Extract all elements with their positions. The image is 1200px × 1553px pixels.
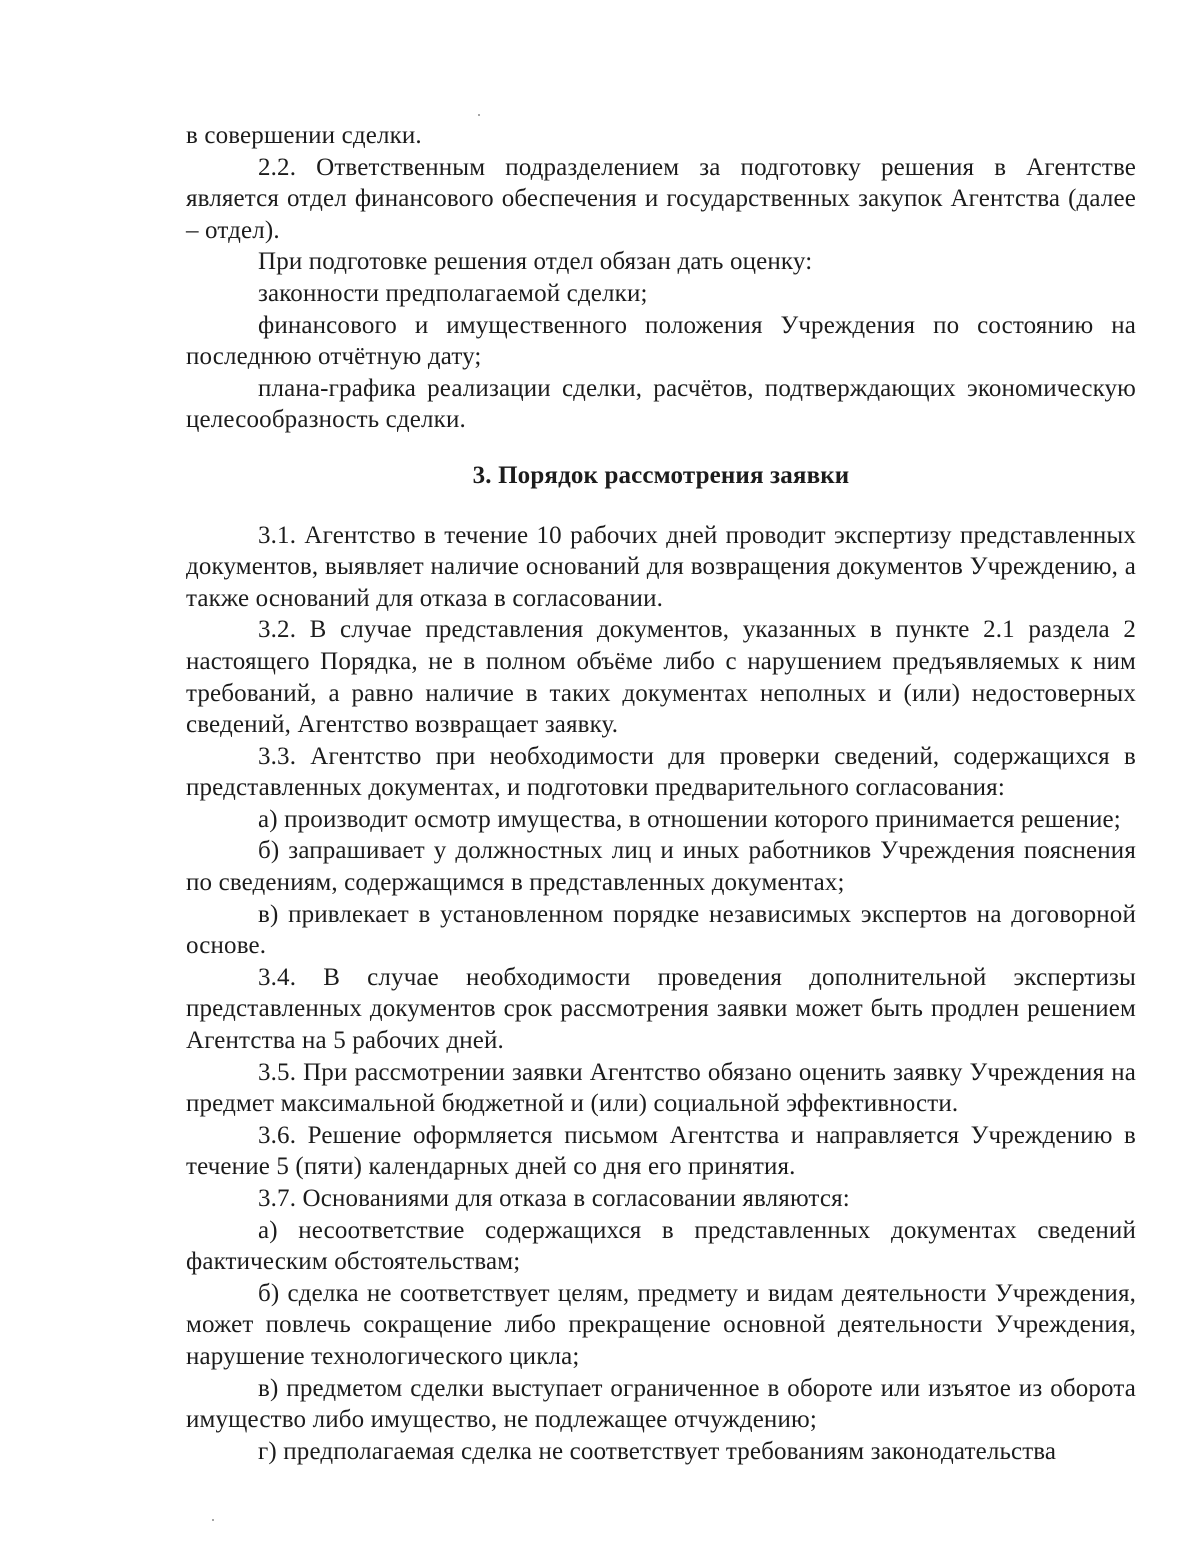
paragraph-schedule: плана-графика реализации сделки, расчётов, подтверждающих экономическую целесообразность сделки. (186, 374, 1136, 434)
paragraph-3-5: 3.5. При рассмотрении заявки Агентство обязано оценить заявку Учреждения на предмет максимальной бюджетной и (или) социальной эффективности. (186, 1058, 1136, 1118)
scan-speck (478, 114, 480, 116)
scan-speck (212, 1519, 214, 1521)
paragraph-continuation: в совершении сделки. (186, 122, 422, 149)
paragraph-3-3-b: б) запрашивает у должностных лиц и иных работников Учреждения пояснения по сведениям, содержащимся в представленных документах; (186, 837, 1136, 897)
paragraph-2-2: 2.2. Ответственным подразделением за подготовку решения в Агентстве является отдел финансового обеспечения и государственных закупок Агентства (далее – отдел). (186, 153, 1136, 244)
paragraph-3-2: 3.2. В случае представления документов, указанных в пункте 2.1 раздела 2 настоящего Порядка, не в полном объёме либо с нарушением предъявляемых к ним требований, а равно наличие в таких документах неполных и (или) недостоверных сведений, Агентство возвращает заявку. (186, 616, 1136, 739)
paragraph-3-3-v: в) привлекает в установленном порядке независимых экспертов на договорной основе. (186, 900, 1136, 960)
paragraph-3-3-a: а) производит осмотр имущества, в отношении которого принимается решение; (258, 805, 1121, 833)
section-heading: 3. Порядок рассмотрения заявки (472, 461, 850, 489)
paragraph-financial-position: финансового и имущественного положения Учреждения по состоянию на последнюю отчётную дату; (186, 311, 1136, 371)
paragraph-3-1: 3.1. Агентство в течение 10 рабочих дней проводит экспертизу представленных документов, выявляет наличие оснований для возвращения документов Учреждению, а также оснований для отказа в согласовании. (186, 521, 1136, 612)
paragraph-3-3: 3.3. Агентство при необходимости для проверки сведений, содержащихся в представленных документах, и подготовки предварительного согласования: (186, 742, 1136, 802)
paragraph-3-6: 3.6. Решение оформляется письмом Агентства и направляется Учреждению в течение 5 (пяти) календарных дней со дня его принятия. (186, 1121, 1136, 1181)
paragraph-3-7-v: в) предметом сделки выступает ограниченное в обороте или изъятое из оборота имущество либо имущество, не подлежащее отчуждению; (186, 1374, 1136, 1434)
paragraph-3-7-a: а) несоответствие содержащихся в представленных документах сведений фактическим обстоятельствам; (186, 1216, 1136, 1276)
paragraph-3-7-g: г) предполагаемая сделка не соответствует требованиям законодательства (258, 1437, 1057, 1465)
spacer (186, 436, 1136, 460)
paragraph-3-7: 3.7. Основаниями для отказа в согласовании являются: (258, 1185, 850, 1212)
paragraph-legality: законности предполагаемой сделки; (258, 279, 648, 307)
document-page (186, 120, 1136, 1467)
paragraph-assessment-intro: При подготовке решения отдел обязан дать оценку: (258, 248, 813, 276)
spacer (186, 492, 1136, 520)
paragraph-3-7-b: б) сделка не соответствует целям, предмету и видам деятельности Учреждения, может повлечь сокращение либо прекращение основной деятельности Учреждения, нарушение технологического цикла; (186, 1279, 1136, 1370)
paragraph-3-4: 3.4. В случае необходимости проведения дополнительной экспертизы представленных документов срок рассмотрения заявки может быть продлен решением Агентства на 5 рабочих дней. (186, 963, 1136, 1055)
